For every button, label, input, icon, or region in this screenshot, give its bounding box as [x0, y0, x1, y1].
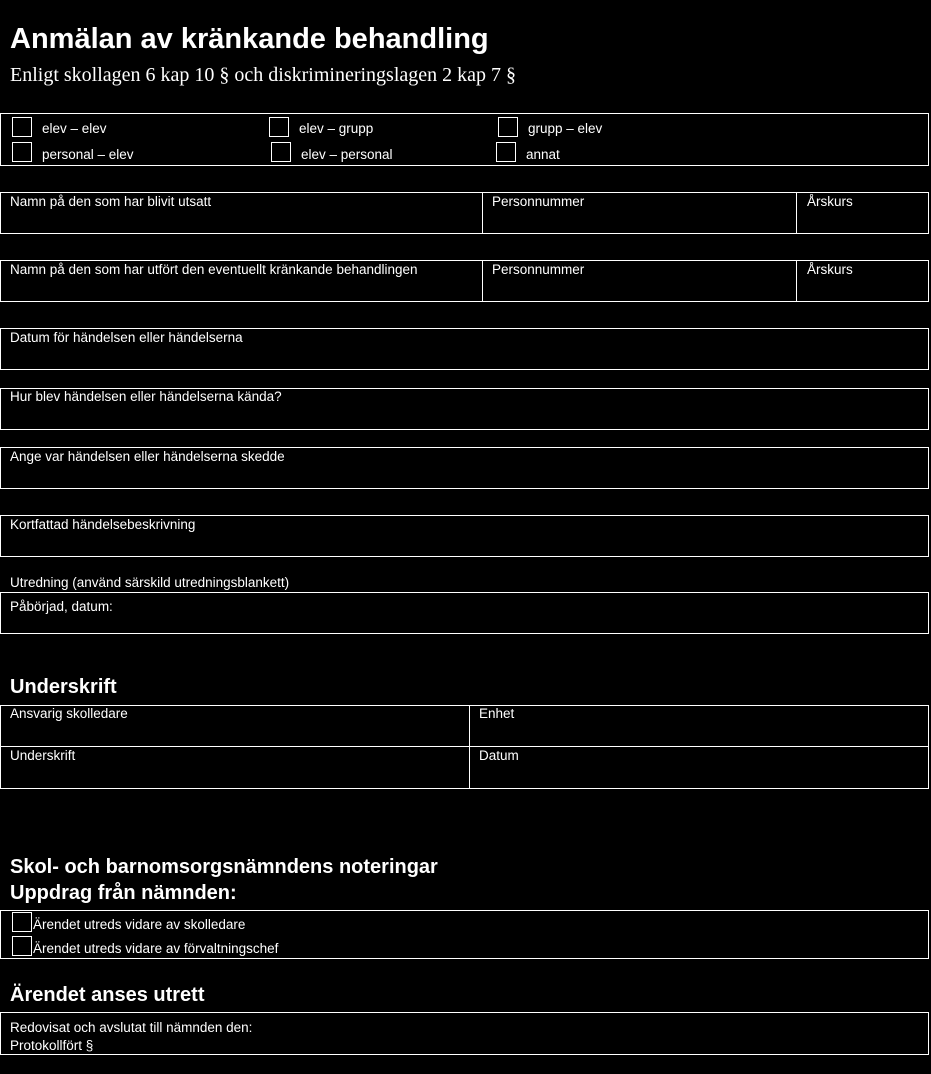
checkbox-label-elev-grupp: elev – grupp — [299, 121, 374, 136]
signature-heading: Underskrift — [10, 676, 117, 698]
signature-label: Underskrift — [10, 748, 76, 763]
checkbox-forvaltningschef[interactable] — [12, 936, 32, 956]
board-subheading: Uppdrag från nämnden: — [10, 882, 237, 904]
victim-id-label: Personnummer — [492, 194, 585, 209]
checkbox-skolledare[interactable] — [12, 912, 32, 932]
checkbox-annat[interactable] — [496, 142, 516, 162]
closure-reported-label: Redovisat och avslutat till nämnden den: — [10, 1020, 253, 1035]
signature-date-label: Datum — [479, 748, 519, 763]
victim-grade-label: Årskurs — [807, 194, 853, 209]
checkbox-elev-grupp[interactable] — [269, 117, 289, 137]
checkbox-label-forvaltningschef: Ärendet utreds vidare av förvaltningschef — [33, 941, 279, 956]
checkbox-personal-elev[interactable] — [12, 142, 32, 162]
incident-date-label: Datum för händelsen eller händelserna — [10, 330, 243, 345]
unit-field[interactable] — [470, 706, 928, 746]
checkbox-elev-personal[interactable] — [271, 142, 291, 162]
offence-type-section — [0, 113, 929, 166]
unit-label: Enhet — [479, 706, 515, 721]
victim-name-label: Namn på den som har blivit utsatt — [10, 194, 212, 209]
checkbox-label-elev-elev: elev – elev — [42, 121, 107, 136]
perpetrator-name-label: Namn på den som har utfört den eventuellt kränkande behandlingen — [10, 262, 418, 277]
signature-date-field[interactable] — [470, 747, 928, 788]
board-heading: Skol- och barnomsorgsnämndens noteringar — [10, 856, 438, 878]
form-subtitle: Enligt skollagen 6 kap 10 § och diskrimineringslagen 2 kap 7 § — [10, 64, 517, 86]
closure-protocol-label: Protokollfört § — [10, 1038, 94, 1053]
checkbox-label-annat: annat — [526, 147, 560, 162]
investigation-heading: Utredning (använd särskild utredningsblankett) — [10, 575, 290, 590]
incident-known-label: Hur blev händelsen eller händelserna kända? — [10, 389, 282, 404]
checkbox-label-personal-elev: personal – elev — [42, 147, 134, 162]
checkbox-label-skolledare: Ärendet utreds vidare av skolledare — [33, 917, 246, 932]
checkbox-label-elev-personal: elev – personal — [301, 147, 393, 162]
investigation-started-label: Påbörjad, datum: — [10, 599, 113, 614]
checkbox-elev-elev[interactable] — [12, 117, 32, 137]
checkbox-grupp-elev[interactable] — [498, 117, 518, 137]
incident-place-label: Ange var händelsen eller händelserna skedde — [10, 449, 285, 464]
checkbox-label-grupp-elev: grupp – elev — [528, 121, 603, 136]
perpetrator-grade-label: Årskurs — [807, 262, 853, 277]
closure-heading: Ärendet anses utrett — [10, 984, 205, 1006]
perpetrator-id-label: Personnummer — [492, 262, 585, 277]
incident-description-label: Kortfattad händelsebeskrivning — [10, 517, 196, 532]
responsible-label: Ansvarig skolledare — [10, 706, 128, 721]
investigation-started-field[interactable] — [0, 592, 929, 634]
form-title: Anmälan av kränkande behandling — [10, 23, 489, 55]
